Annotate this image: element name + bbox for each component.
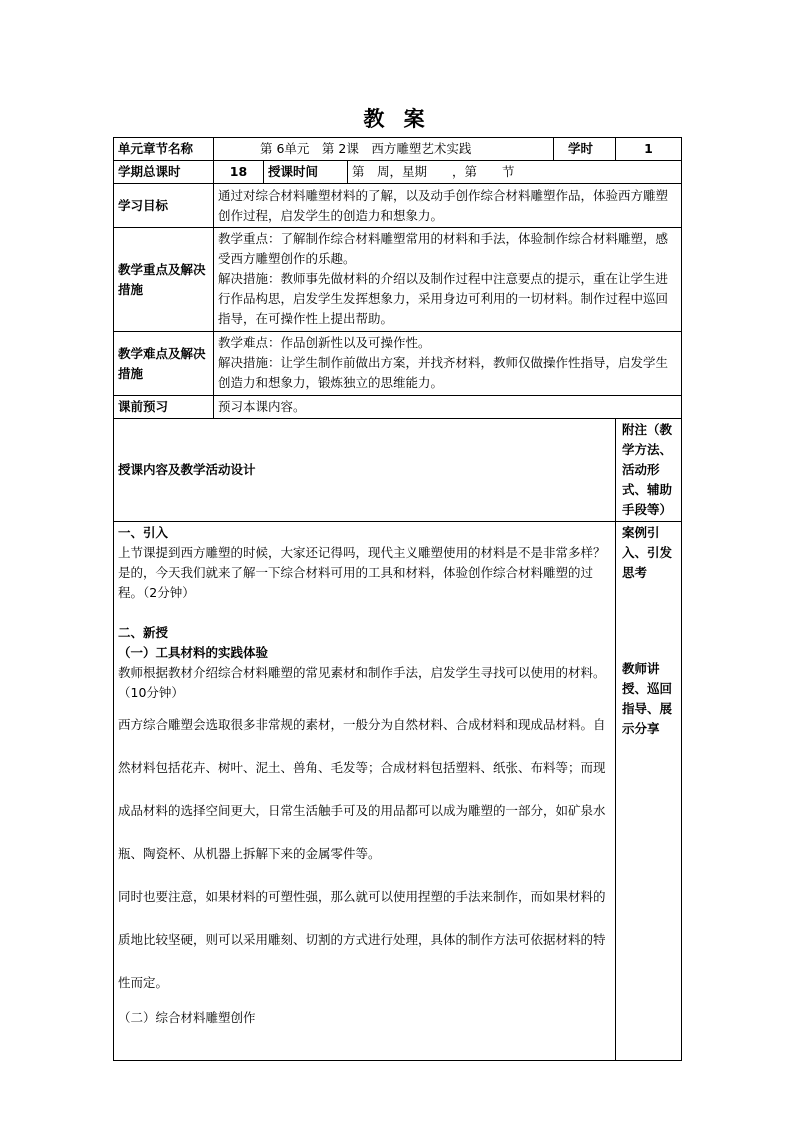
difficulties-measure: 解决措施：让学生制作前做出方案，并找齐材料，教师仅做操作性指导，启发学生创造力和想象力，锻炼独立的思维能力。 [218,355,669,390]
unit-label: 单元章节名称 [114,138,214,161]
key-points-cell [214,228,682,332]
preview-text: 预习本课内容。 [214,396,682,419]
note-2: 教师讲授、巡回指导、展示分享 [622,661,673,736]
goals-label: 学习目标 [114,184,214,228]
key-points-row [114,228,682,332]
section-2-title: 二、新授 [118,625,169,640]
preview-row [114,396,682,419]
difficulties-cell [214,332,682,396]
class-time-label: 授课时间 [264,161,348,184]
note-1: 案例引入、引发思考 [622,525,673,580]
design-header-row [114,419,682,522]
lesson-plan-table [113,137,682,1061]
hours-label: 学时 [554,138,616,161]
total-hours-value: 18 [214,161,264,184]
goals-text: 通过对综合材料雕塑材料的了解，以及动手创作综合材料雕塑作品，体验西方雕塑创作过程，启发学生的创造力和想象力。 [214,184,682,228]
key-points-measure: 解决措施：教师事先做材料的介绍以及制作过程中注意要点的提示，重在让学生进行作品构思，启发学生发挥想象力，采用身边可利用的一切材料。制作过程中巡回指导，在可操作性上提出帮助。 [218,271,669,326]
section-2-text-1: 教师根据教材介绍综合材料雕塑的常见素材和制作手法，启发学生寻找可以使用的材料。（10分钟） [118,665,606,700]
difficulties-focus: 教学难点：作品创新性以及可操作性。 [218,335,431,350]
class-time-value: 第 周，星期 ，第 节 [348,161,682,184]
preview-label: 课前预习 [114,396,214,419]
total-hours-label: 学期总课时 [114,161,214,184]
section-2-subtitle-1: （一）工具材料的实践体验 [118,645,269,660]
content-row [114,522,682,1061]
hours-value: 1 [616,138,682,161]
goals-row [114,184,682,228]
notes-cell [616,522,682,1061]
difficulties-label: 教学难点及解决措施 [114,332,214,396]
key-points-focus: 教学重点：了解制作综合材料雕塑常用的材料和手法，体验制作综合材料雕塑，感受西方雕塑创作的乐趣。 [218,231,669,266]
section-1-text: 上节课提到西方雕塑的时候，大家还记得吗，现代主义雕塑使用的材料是不是非常多样？是的，今天我们就来了解一下综合材料可用的工具和材料，体验创作综合材料雕塑的过程。（2分钟） [118,545,606,600]
document-title: 教 案 [363,107,431,131]
notes-label: 附注（教学方法、活动形式、辅助手段等） [616,419,682,522]
difficulties-row [114,332,682,396]
key-points-label: 教学重点及解决措施 [114,228,214,332]
section-2-text-2: 西方综合雕塑会选取很多非常规的素材，一般分为自然材料、合成材料和现成品材料。自然材料包括花卉、树叶、泥土、兽角、毛发等；合成材料包括塑料、纸张、布料等；而现成品材料的选择空间更大，日常生活触手可及的用品都可以成为雕塑的一部分，如矿泉水瓶、陶瓷杯、从机器上拆解下来的金属零件等。 [118,717,606,861]
schedule-row [114,161,682,184]
lesson-content [114,522,616,1061]
unit-value: 第 6单元 第 2课 西方雕塑艺术实践 [214,138,554,161]
section-1-title: 一、引入 [118,525,169,540]
section-2-text-3: 同时也要注意，如果材料的可塑性强，那么就可以使用捏塑的手法来制作，而如果材料的质地比较坚硬，则可以采用雕刻、切割的方式进行处理，具体的制作方法可依据材料的特性而定。 [118,889,606,990]
design-label: 授课内容及教学活动设计 [114,419,616,522]
section-2-subtitle-2: （二）综合材料雕塑创作 [118,1010,256,1025]
unit-row [114,138,682,161]
